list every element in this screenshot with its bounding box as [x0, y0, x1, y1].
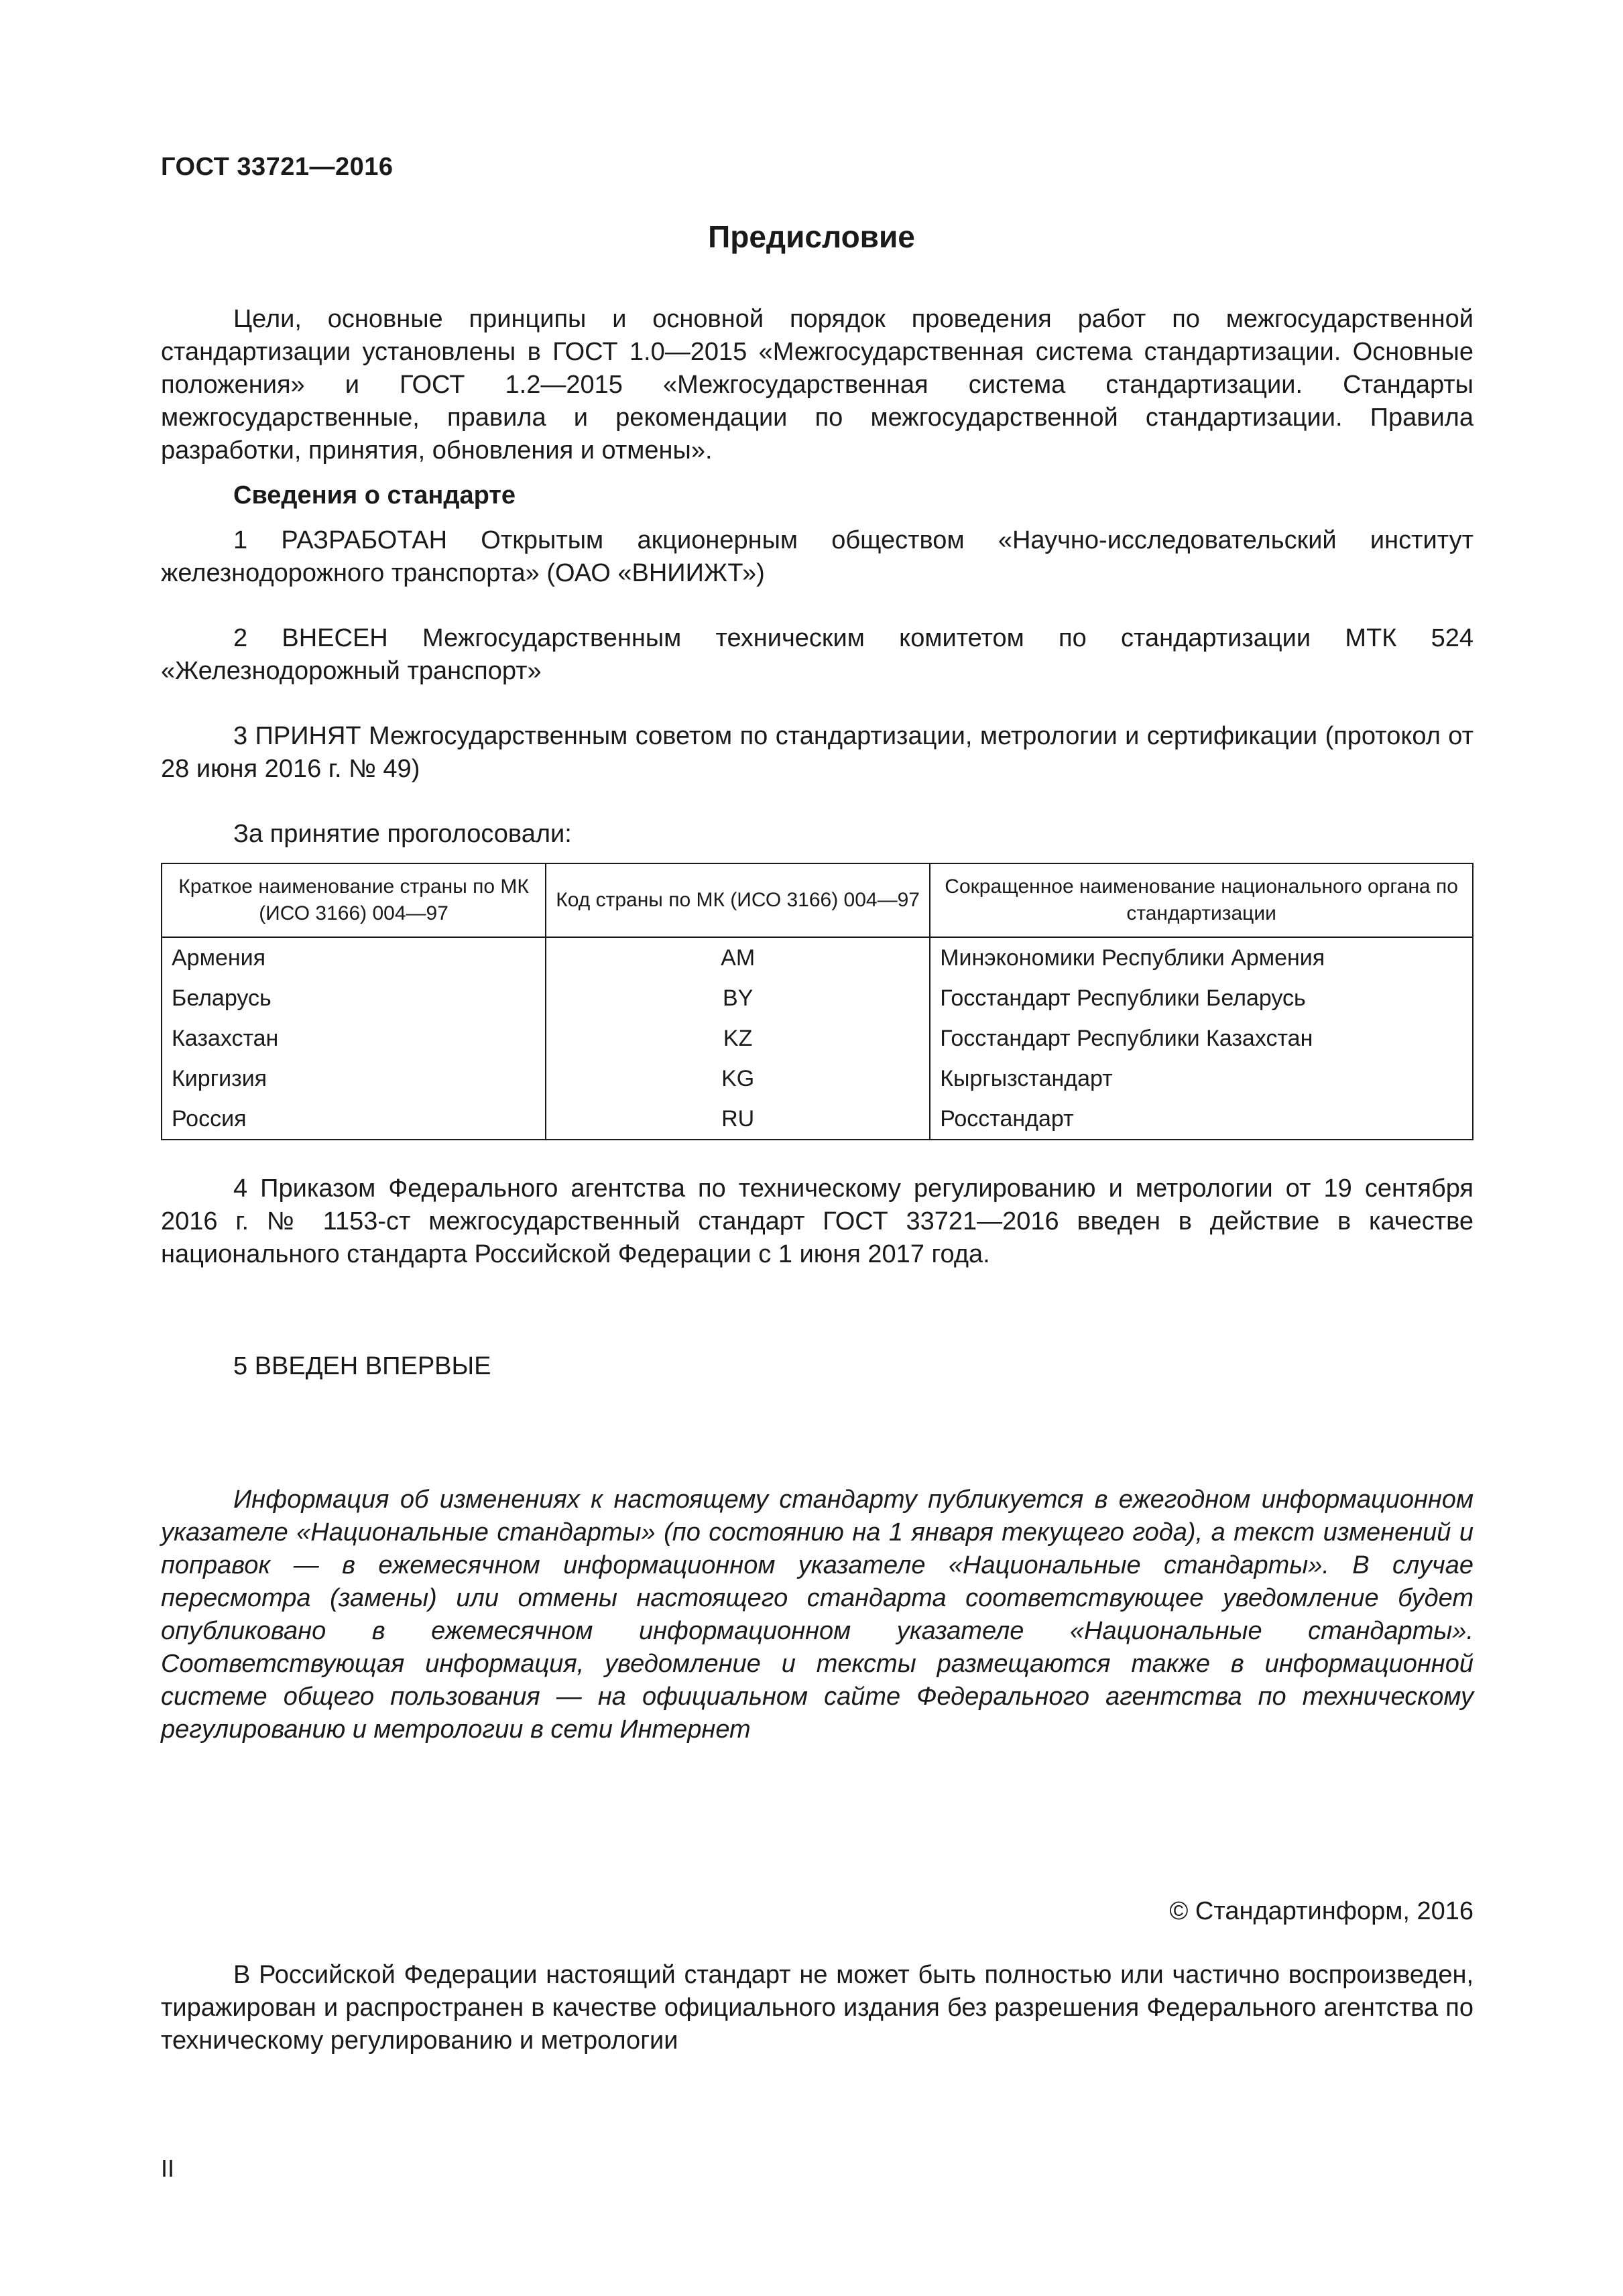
intro-paragraph: Цели, основные принципы и основной порядок проведения работ по межгосударственной стандартизации установлены в ГОСТ 1.0—2015 «Межгосударственная система стандартизации. Основные положения» и ГОСТ 1.2—2015 «Межгосударственная система стандартизации. Стандарты межгосударственные, правила и рекомендации по межгосударственной стандартизации. Правила разработки, принятия, обновления и отмены». — [161, 305, 1474, 465]
country-code: KG — [546, 1059, 930, 1099]
table-row — [162, 1099, 1473, 1140]
country-code: RU — [546, 1099, 930, 1140]
header-standards-body: Сокращенное наименование национального органа по стандартизации — [930, 863, 1473, 937]
item-first-time: 5 ВВЕДЕН ВПЕРВЫЕ — [233, 1352, 491, 1380]
info-heading: Сведения о стандарте — [233, 481, 516, 509]
standards-body: Госстандарт Республики Беларусь — [930, 978, 1473, 1018]
table-header-row — [162, 863, 1473, 937]
header-country-name: Краткое наименование страны по МК (ИСО 3166) 004—97 — [162, 863, 546, 937]
table-row — [162, 1059, 1473, 1099]
notice-paragraph: Информация об изменениях к настоящему стандарту публикуется в ежегодном информационном указателе «Национальные стандарты» (по состоянию на 1 января текущего года), а текст изменений и поправок — в ежемесячном информационном указателе «Национальные стандарты». В случае пересмотра (замены) или отмены настоящего стандарта соответствующее уведомление будет опубликовано в ежемесячном информационном указателе «Национальные стандарты». Соответствующая информация, уведомление и тексты размещаются также в информационной системе общего пользования — на официальном сайте Федерального агентства по техническому регулированию и метрологии в сети Интернет — [161, 1486, 1474, 1744]
notice-block — [161, 1484, 1474, 1746]
voting-table — [161, 863, 1474, 1140]
table-row — [162, 1018, 1473, 1059]
country-code: BY — [546, 978, 930, 1018]
country-name: Армения — [162, 937, 546, 978]
voted-label: За принятие проголосовали: — [233, 820, 572, 848]
table-row — [162, 937, 1473, 978]
country-name: Киргизия — [162, 1059, 546, 1099]
item-introduced: 2 ВНЕСЕН Межгосударственным техническим комитетом по стандартизации МТК 524 «Железнодорожный транспорт» — [161, 624, 1474, 685]
standards-body: Госстандарт Республики Казахстан — [930, 1018, 1473, 1059]
item-order: 4 Приказом Федерального агентства по техническому регулированию и метрологии от 19 сентября 2016 г. № 1153-ст межгосударственный стандарт ГОСТ 33721—2016 введен в действие в качестве национального стандарта Российской Федерации с 1 июня 2017 года. — [161, 1174, 1474, 1268]
standards-body: Минэкономики Республики Армения — [930, 937, 1473, 978]
country-code: AM — [546, 937, 930, 978]
country-name: Россия — [162, 1099, 546, 1140]
country-name: Беларусь — [162, 978, 546, 1018]
document-body — [161, 303, 1474, 2057]
standards-body: Росстандарт — [930, 1099, 1473, 1140]
page-title: Предисловие — [708, 219, 915, 254]
rights-paragraph: В Российской Федерации настоящий стандарт не может быть полностью или частично воспроизведен, тиражирован и распространен в качестве официального издания без разрешения Федерального агентства по техническому регулированию и метрологии — [161, 1961, 1474, 2055]
country-name: Казахстан — [162, 1018, 546, 1059]
item-developed: 1 РАЗРАБОТАН Открытым акционерным обществом «Научно-исследовательский институт железнодорожного транспорта» (ОАО «ВНИИЖТ») — [161, 526, 1474, 587]
country-code: KZ — [546, 1018, 930, 1059]
copyright: © Стандартинформ, 2016 — [1169, 1897, 1474, 1925]
item-adopted: 3 ПРИНЯТ Межгосударственным советом по стандартизации, метрологии и сертификации (протокол от 28 июня 2016 г. № 49) — [161, 722, 1474, 783]
table-row — [162, 978, 1473, 1018]
page-number: II — [161, 2155, 175, 2182]
header-country-code: Код страны по МК (ИСО 3166) 004—97 — [546, 863, 930, 937]
standard-code: ГОСТ 33721—2016 — [161, 153, 394, 181]
standards-body: Кыргызстандарт — [930, 1059, 1473, 1099]
